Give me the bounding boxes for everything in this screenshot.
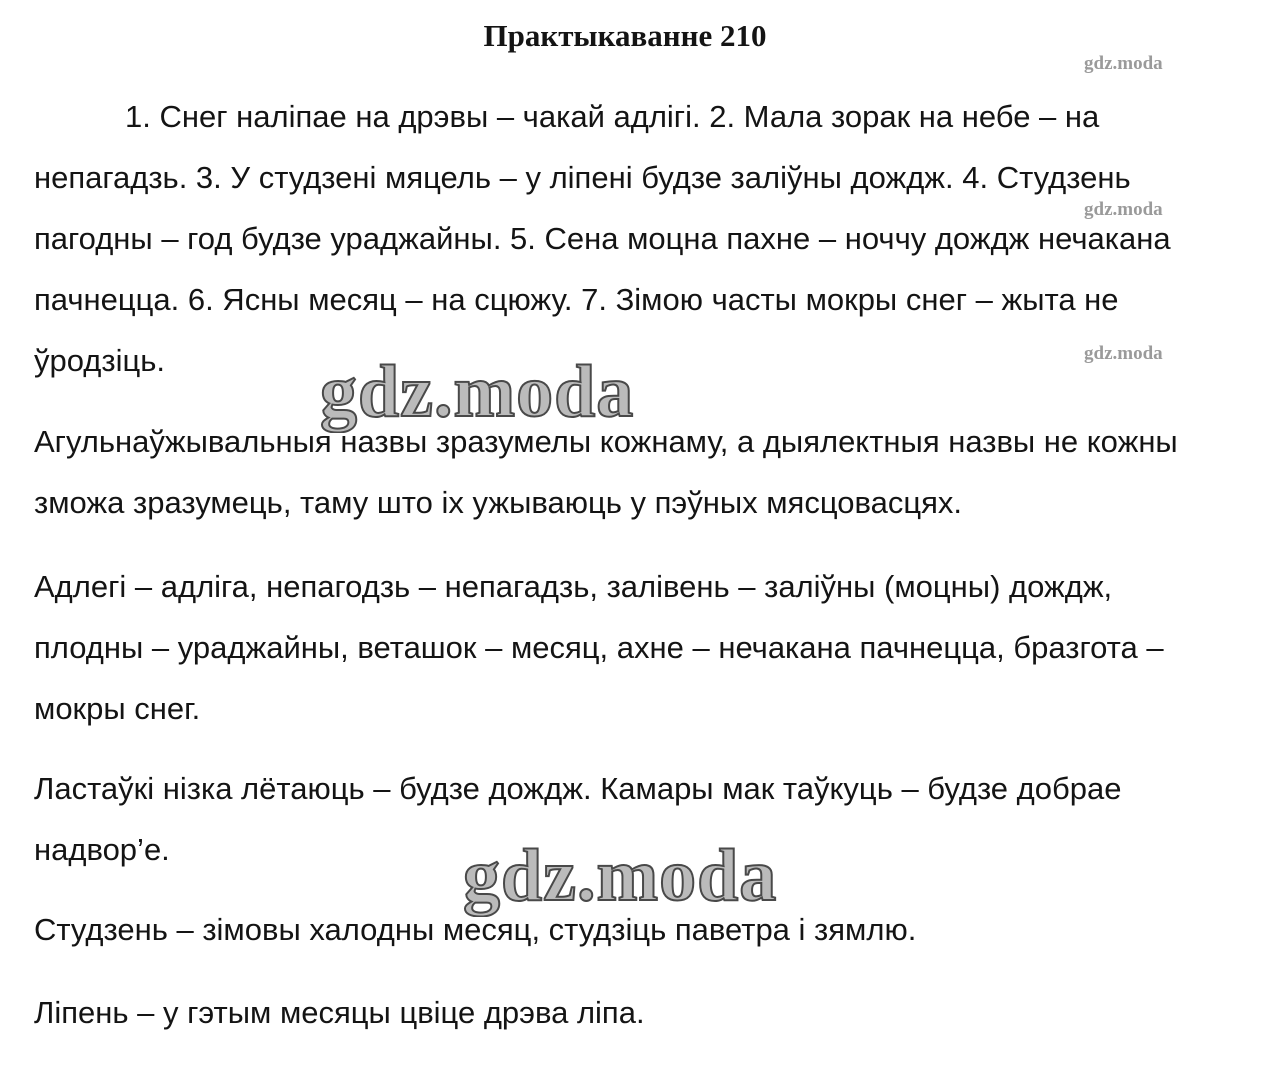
folk-signs-paragraph: Ластаўкі нізка лётаюць – будзе дождж. Камары мак таўкуць – будзе добрае надвор’е. (34, 771, 1122, 867)
watermark-small: gdz.moda (1084, 53, 1163, 74)
page-title: Практыкаванне 210 (483, 18, 767, 53)
january-meaning-paragraph: Студзень – зімовы халодны месяц, студзіць паветра і зямлю. (34, 912, 917, 947)
dialect-words-paragraph: Адлегі – адліга, непагодзь – непагадзь, залівень – заліўны (моцны) дождж, плодны – ураджайны, веташок – месяц, ахне – нечакана пачнецца, бразгота – мокры снег. (34, 569, 1164, 726)
explanation-paragraph: Агульнаўжывальныя назвы зразумелы кожнаму, а дыялектныя назвы не кожны зможа зразумець, таму што іх ужываюць у пэўных мясцовасцях. (34, 424, 1178, 520)
watermark-large: gdz.moda (320, 351, 635, 433)
watermark-large: gdz.moda (463, 835, 778, 917)
watermark-small: gdz.moda (1084, 199, 1163, 220)
july-meaning-paragraph: Ліпень – у гэтым месяцы цвіце дрэва ліпа. (34, 995, 645, 1030)
watermark-small: gdz.moda (1084, 343, 1163, 364)
exercise-answer-paragraph: 1. Снег наліпае на дрэвы – чакай адлігі. 2. Мала зорак на небе – на непагадзь. 3. У студзені мяцель – у ліпені будзе заліўны дождж. 4. Студзень пагодны – год будзе ураджайны. 5. Сена моцна пахне – ноччу дождж нечакана пачнецца. 6. Ясны месяц – на сцюжу. 7. Зімою часты мокры снег – жыта не ўродзіць. (34, 99, 1171, 378)
